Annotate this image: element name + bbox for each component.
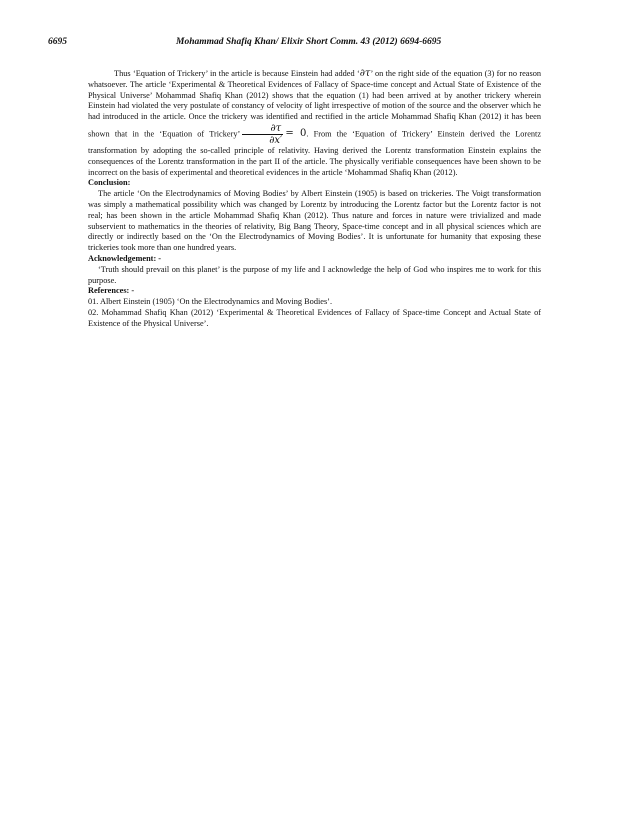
partial-tau-symbol: ∂τ: [359, 68, 371, 79]
acknowledgement-text: ‘Truth should prevail on this planet’ is the purpose of my life and I acknowledge the help of God who inspires me to work for this purpose.: [88, 264, 541, 285]
conclusion-text: The article ‘On the Electrodynamics of Moving Bodies’ by Albert Einstein (1905) is based on trickeries. The Voigt transformation was simply a mathematical possibility which was changed by Lorentz by introducing the Lorentz factor but the Lorentz factor is not real; has been shown in the article Mohammad Shafiq Khan (2012). Thus nature and forces in nature were trivialized and made subservient to mathematics in the theories of relativity, Big Bang Theory, Space-time concept and in all physical sciences which are directly or indirectly based on the ‘On the Electrodynamics of Moving Bodies’. It is unfortunate for humanity that exposing these trickeries took more than one hundred years.: [88, 189, 541, 253]
equation-fraction: [242, 123, 283, 146]
paragraph-text: Thus ‘Equation of Trickery’ in the article is because Einstein had added ‘: [114, 69, 360, 78]
paragraph-text: . From the ‘Equation of Trickery’ Einstein derived the Lorentz transformation by adopting the so-called principle of relativity. Having derived the Lorentz transformation Einstein explains the consequences of the Lorentz transformation in the part II of the article. The physically verifiable consequences have been shown to be incorrect on the basis of experimental and theoretical evidences in the article ‘Mohammad Shafiq Khan (2012).: [88, 129, 542, 177]
equation-rhs: = 0: [285, 128, 307, 140]
acknowledgement-heading: Acknowledgement: -: [88, 253, 162, 263]
equation-denominator: ∂x′: [269, 134, 283, 146]
paragraph-text: ’ on the right side of the equation (3) for no reason whatsoever. The article ‘Experimental & Theoretical Evidences of Fallacy of Space-time concept and Actual State of Existence of the Physical Universe’ Mohammad Shafiq Khan (2012) shows that the equation (1) had been arrived at by another trickery wherein Einstein had violated the very postulate of constancy of velocity of light irrespective of motion of the source and the observer which he had introduced in the article. Once the trickery was identified and rectified in the article Mohammad Shafiq Khan (2012) it has been shown that in the ‘Equation of Trickery’: [88, 69, 541, 139]
reference-item: 01. Albert Einstein (1905) ‘On the Electrodynamics and Moving Bodies’.: [88, 297, 333, 307]
conclusion-heading: Conclusion:: [88, 178, 131, 188]
running-title: Mohammad Shafiq Khan/ Elixir Short Comm. 43 (2012) 6694-6695: [176, 37, 442, 47]
reference-item: 02. Mohammad Shafiq Khan (2012) ‘Experimental & Theoretical Evidences of Fallacy of Space-time Concept and Actual State of Existence of the Physical Universe’.: [88, 307, 541, 328]
equation-numerator: ∂τ: [242, 123, 283, 135]
references-heading: References: -: [88, 286, 135, 296]
page-number: 6695: [48, 37, 67, 47]
paragraph-equation-of-trickery: [88, 69, 541, 178]
article-body: [88, 69, 541, 330]
